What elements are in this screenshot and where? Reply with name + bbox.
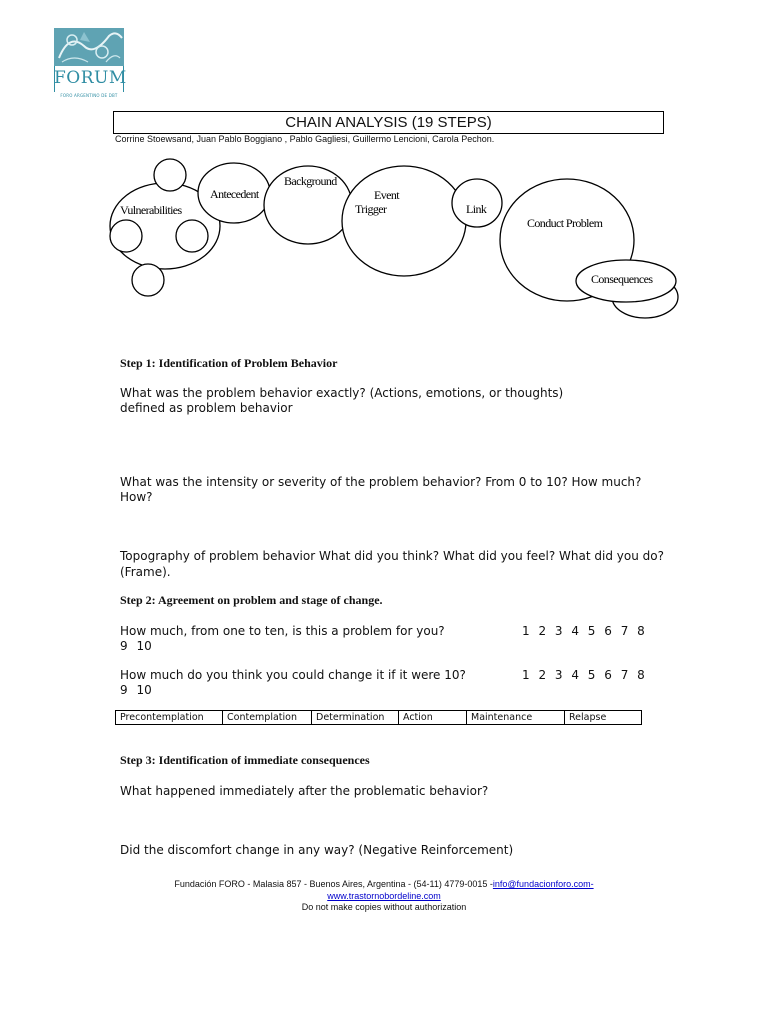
label-consequences: Consequences bbox=[591, 272, 653, 286]
stage-cell: Action bbox=[399, 711, 467, 725]
step1-question2-line1: What was the intensity or severity of the problem behavior? From 0 to 10? How much? bbox=[120, 475, 642, 489]
stages-of-change-table bbox=[115, 710, 642, 725]
step2-scale1-part1: 1 2 3 4 5 6 7 8 bbox=[522, 624, 645, 638]
step2-scale2-part2: 9 10 bbox=[120, 683, 152, 697]
step2-scale1-part2: 9 10 bbox=[120, 639, 152, 653]
small-circle-bottom bbox=[132, 264, 164, 296]
label-trigger: Trigger bbox=[355, 202, 387, 216]
step2-question2: How much do you think you could change it if it were 10? bbox=[120, 668, 466, 682]
label-antecedent: Antecedent bbox=[210, 187, 259, 201]
logo-word: FORUM bbox=[54, 68, 127, 88]
step2-scale2-part1: 1 2 3 4 5 6 7 8 bbox=[522, 668, 645, 682]
label-vulnerabilities: Vulnerabilities bbox=[120, 203, 182, 217]
page-title: CHAIN ANALYSIS (19 STEPS) bbox=[113, 111, 664, 134]
stage-cell: Contemplation bbox=[223, 711, 312, 725]
footer-address bbox=[0, 879, 768, 889]
footer-email-link[interactable]: info@fundacionforo.com- bbox=[492, 879, 594, 889]
step1-question2-line2: How? bbox=[120, 490, 153, 504]
label-background: Background bbox=[284, 174, 337, 188]
step1-heading: Step 1: Identification of Problem Behavior bbox=[120, 356, 338, 370]
small-circle-left bbox=[110, 220, 142, 252]
label-link: Link bbox=[466, 202, 487, 216]
label-event: Event bbox=[374, 188, 399, 202]
small-circle-top bbox=[154, 159, 186, 191]
stage-cell: Maintenance bbox=[467, 711, 565, 725]
forum-logo bbox=[54, 28, 127, 100]
stage-cell: Precontemplation bbox=[116, 711, 223, 725]
stage-cell: Determination bbox=[312, 711, 399, 725]
step3-heading: Step 3: Identification of immediate consequences bbox=[120, 753, 370, 767]
footer-address-text: Fundación FORO - Malasia 857 - Buenos Aires, Argentina - (54-11) 4779-0015 - bbox=[174, 879, 493, 889]
chain-diagram bbox=[100, 155, 690, 325]
authors-line: Corrine Stoewsand, Juan Pablo Boggiano , Pablo Gagliesi, Guillermo Lencioni, Carola Pechon. bbox=[115, 134, 495, 144]
footer-notice: Do not make copies without authorization bbox=[301, 902, 467, 912]
label-conduct-problem: Conduct Problem bbox=[527, 216, 603, 230]
event-bubble bbox=[342, 166, 466, 276]
stage-cell: Relapse bbox=[565, 711, 642, 725]
step1-question1-line2: defined as problem behavior bbox=[120, 401, 293, 415]
step2-heading: Step 2: Agreement on problem and stage of change. bbox=[120, 593, 383, 607]
step3-question1: What happened immediately after the problematic behavior? bbox=[120, 784, 489, 798]
logo-tagline: FORO ARGENTINO DE DBT bbox=[60, 93, 118, 98]
footer-website-link[interactable]: www.trastornobordeline.com bbox=[327, 891, 441, 901]
logo-artwork-icon bbox=[54, 28, 124, 66]
step1-question3-line1: Topography of problem behavior What did you think? What did you feel? What did you do? bbox=[120, 549, 664, 563]
footer-website-row bbox=[0, 891, 768, 901]
small-circle-right bbox=[176, 220, 208, 252]
step3-question2: Did the discomfort change in any way? (Negative Reinforcement) bbox=[120, 843, 514, 857]
step2-question1: How much, from one to ten, is this a problem for you? bbox=[120, 624, 445, 638]
step1-question1-line1: What was the problem behavior exactly? (Actions, emotions, or thoughts) bbox=[120, 386, 564, 400]
step1-question3-line2: (Frame). bbox=[120, 565, 171, 579]
